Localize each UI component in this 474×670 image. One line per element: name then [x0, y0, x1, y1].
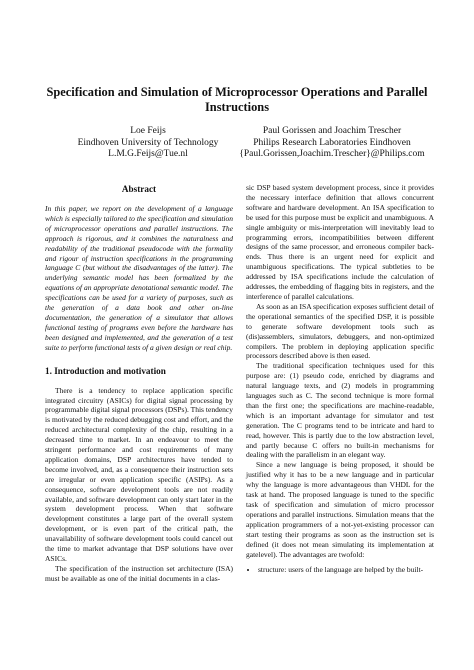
body-paragraph: Since a new language is being proposed, it should be justified why it has to be a new language and in particular why the language is more advantageous than VHDL for the task at hand. The proposed language is tuned to the specific task of specification and simulation of micro processor operations and parallel instructions. Simulation means that the application programmers of a not-yet-existing processor can start testing their programs as soon as the instruction set is defined (it does not mean simulating its implementation at gatelevel). The advantages are twofold: [246, 460, 434, 559]
author-affiliation: Philips Research Laboratories Eindhoven [253, 137, 411, 148]
author-block-2 [232, 126, 432, 161]
left-column [45, 183, 233, 584]
author-affiliation: Eindhoven University of Technology [77, 137, 219, 148]
section-heading: 1. Introduction and motivation [45, 365, 166, 376]
body-paragraph: The specification of the instruction set architecture (ISA) must be available as one of the initial documents in a clas- [45, 563, 233, 583]
author-name: Paul Gorissen and Joachim Trescher [262, 126, 402, 136]
right-column [246, 183, 434, 575]
body-paragraph: The traditional specification techniques used for this purpose are: (1) pseudo code, enriched by diagrams and natural language texts, and (2) models in programming languages such as C. The second technique is more formal than the first one; the specifications are machine-readable, which is an important advantage for simulator and test generation. The C programs tend to be intricate and hard to read, however. This is partly due to the low abstraction level, and partly because C offers no built-in mechanisms for dealing with the parallelism in an elegant way. [246, 361, 434, 460]
abstract-section [45, 183, 233, 353]
author-email: L.M.G.Feijs@Tue.nl [108, 149, 188, 160]
list-item: • structure: users of the language are helped by the built- [258, 565, 434, 575]
abstract-heading: Abstract [121, 184, 157, 194]
body-paragraph: As soon as an ISA specification exposes sufficient detail of the operational semantics of the specified DSP, it is possible to generate software development tools such as (dis)assemblers, simulators, debuggers, and non-optimized compilers. The problem in deploying application specific processors described above is then eased. [246, 301, 434, 361]
advantages-list [246, 565, 434, 575]
body-paragraph: There is a tendency to replace application specific integrated circuitry (ASICs) for digital signal processing by programmable digital signal processors (DSPs). This tendency is motivated by the reduced debugging cost and effort, and the reduced architectural complexity of the chip, resulting in a decreased time to market. In an endeavour to meet the stringent performance and cost requirements of many application domains, DSP architectures have tended to become involved, and, as a consequence their instruction sets are irregular or even application specific (ASIPs). As a consequence, software development tools are not readily available, and software development can only start later in the system development process. When that software development constitutes a large part of the overall system development, or is even part of the critical path, the unavailability of software development tools could cancel out the time to market advantage that DSP solutions have over ASICs. [45, 385, 233, 563]
paper-title: Specification and Simulation of Microprocessor Operations and Parallel Instructions [46, 85, 428, 114]
author-name: Loe Feijs [130, 126, 166, 136]
abstract-text: In this paper, we report on the development of a language which is especially tailored to the specification and simulation of microprocessor operations and parallel instructions. The approach is rigorous, and it combines the naturalness and readability of the traditional pseudocode with the formality and rigour of instruction specifications in the programming language C (but without the disadvantages of the latter). The underlying semantic model has been formalized by the equations of an appropriate denotational semantic model. The specifications can be used for a variety of purposes, such as the generation of a data book and other on-line documentation, the generation of a simulator that allows functional testing of programs even before the hardware has been designed and implemented, and the generation of a test suite to perform functional tests of a given design or real chip. [45, 204, 233, 352]
author-block-1 [60, 126, 236, 161]
author-email: {Paul.Gorissen,Joachim.Trescher}@Philips.com [239, 149, 425, 160]
body-paragraph: sic DSP based system development process, since it provides the necessary interface definition that allows concurrent software and hardware development. An ISA specification to be used for this purpose must be explicit and unambiguous. A single ambiguity or mis-interpretation will inevitably lead to programming errors, incompatibilities between different designs of the same processor, and erroneous compiler back-ends. Thus there is an urgent need for explicit and unambiguous specifications. The typical subtleties to be addressed by ISA specifications include the calculation of addresses, the embedding of flagging bits in registers, and the interference of parallel calculations. [246, 183, 434, 301]
